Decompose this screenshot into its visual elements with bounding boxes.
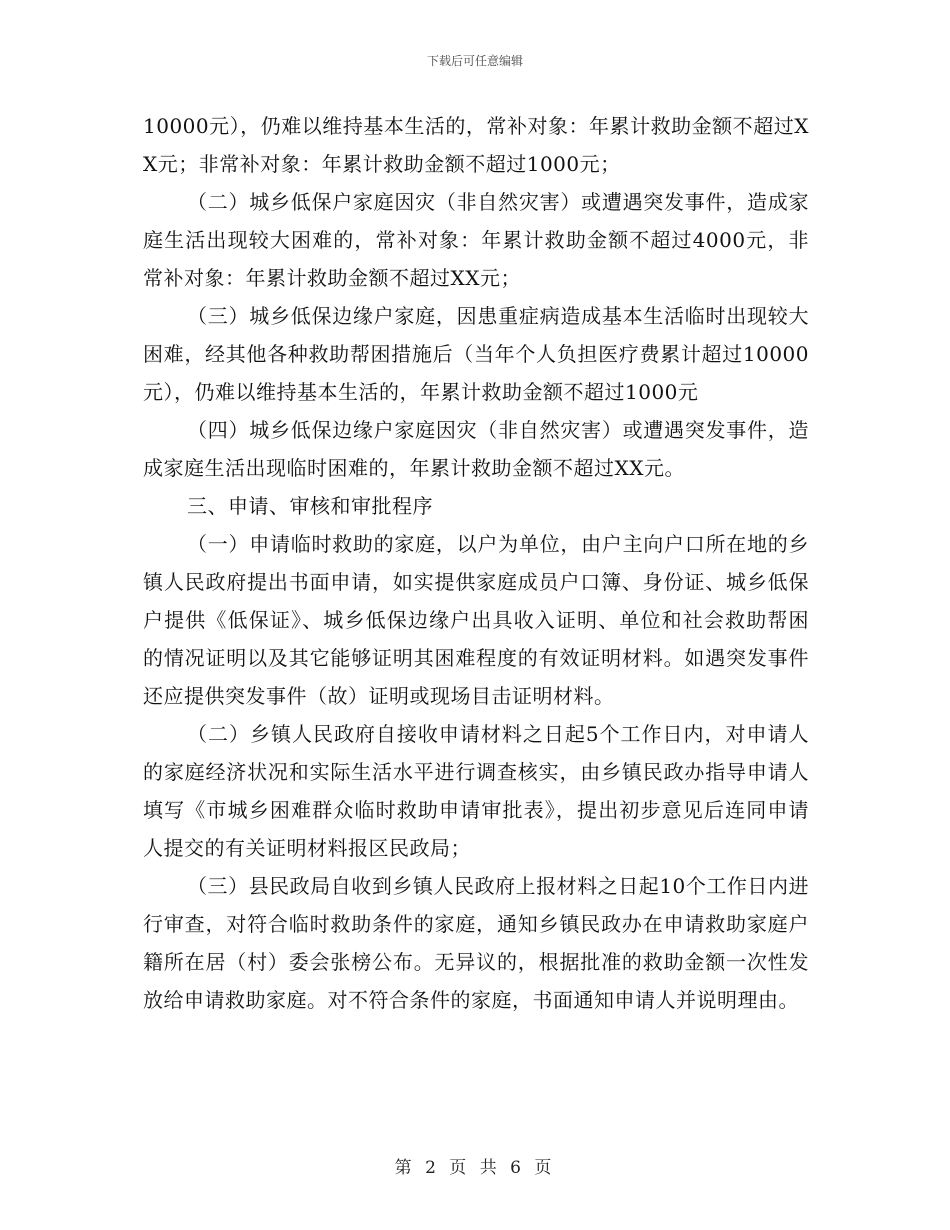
paragraph-procedure-1: （一）申请临时救助的家庭，以户为单位，由户主向户口所在地的乡镇人民政府提出书面申请，如实提供家庭成员户口簿、身份证、城乡低保户提供《低保证》、城乡低保边缘户出具收入证明、单位和社会救助帮困的情况证明以及其它能够证明其困难程度的有效证明材料。如遇突发事件还应提供突发事件（故）证明或现场目击证明材料。 (143, 532, 809, 708)
section-heading: 三、申请、审核和审批程序 (187, 494, 433, 518)
paragraph-continuation: 10000元），仍难以维持基本生活的，常补对象：年累计救助金额不超过XX元；非常补对象：年累计救助金额不超过1000元； (143, 114, 809, 176)
paragraph-item-3: （三）城乡低保边缘户家庭，因患重症病造成基本生活临时出现较大困难，经其他各种救助帮困措施后（当年个人负担医疗费累计超过10000元），仍难以维持基本生活的，年累计救助金额不超过1000元 (143, 304, 809, 404)
paragraph-procedure-2: （二）乡镇人民政府自接收申请材料之日起5个工作日内，对申请人的家庭经济状况和实际生活水平进行调查核实，由乡镇民政办指导申请人填写《市城乡困难群众临时救助申请审批表》，提出初步意见后连同申请人提交的有关证明材料报区民政局； (143, 722, 809, 860)
page-number: 第 2 页 共 6 页 (394, 1158, 556, 1178)
document-body (143, 107, 809, 1019)
paragraph-item-2: （二）城乡低保户家庭因灾（非自然灾害）或遭遇突发事件，造成家庭生活出现较大困难的，常补对象：年累计救助金额不超过4000元，非常补对象：年累计救助金额不超过XX元； (143, 190, 809, 290)
paragraph-procedure-3: （三）县民政局自收到乡镇人民政府上报材料之日起10个工作日内进行审查，对符合临时救助条件的家庭，通知乡镇民政办在申请救助家庭户籍所在居（村）委会张榜公布。无异议的，根据批准的救助金额一次性发放给申请救助家庭。对不符合条件的家庭，书面通知申请人并说明理由。 (143, 874, 809, 1012)
page-header: 下载后可任意编辑 (426, 54, 523, 68)
paragraph-item-4: （四）城乡低保边缘户家庭因灾（非自然灾害）或遭遇突发事件，造成家庭生活出现临时困难的，年累计救助金额不超过XX元。 (143, 418, 809, 480)
